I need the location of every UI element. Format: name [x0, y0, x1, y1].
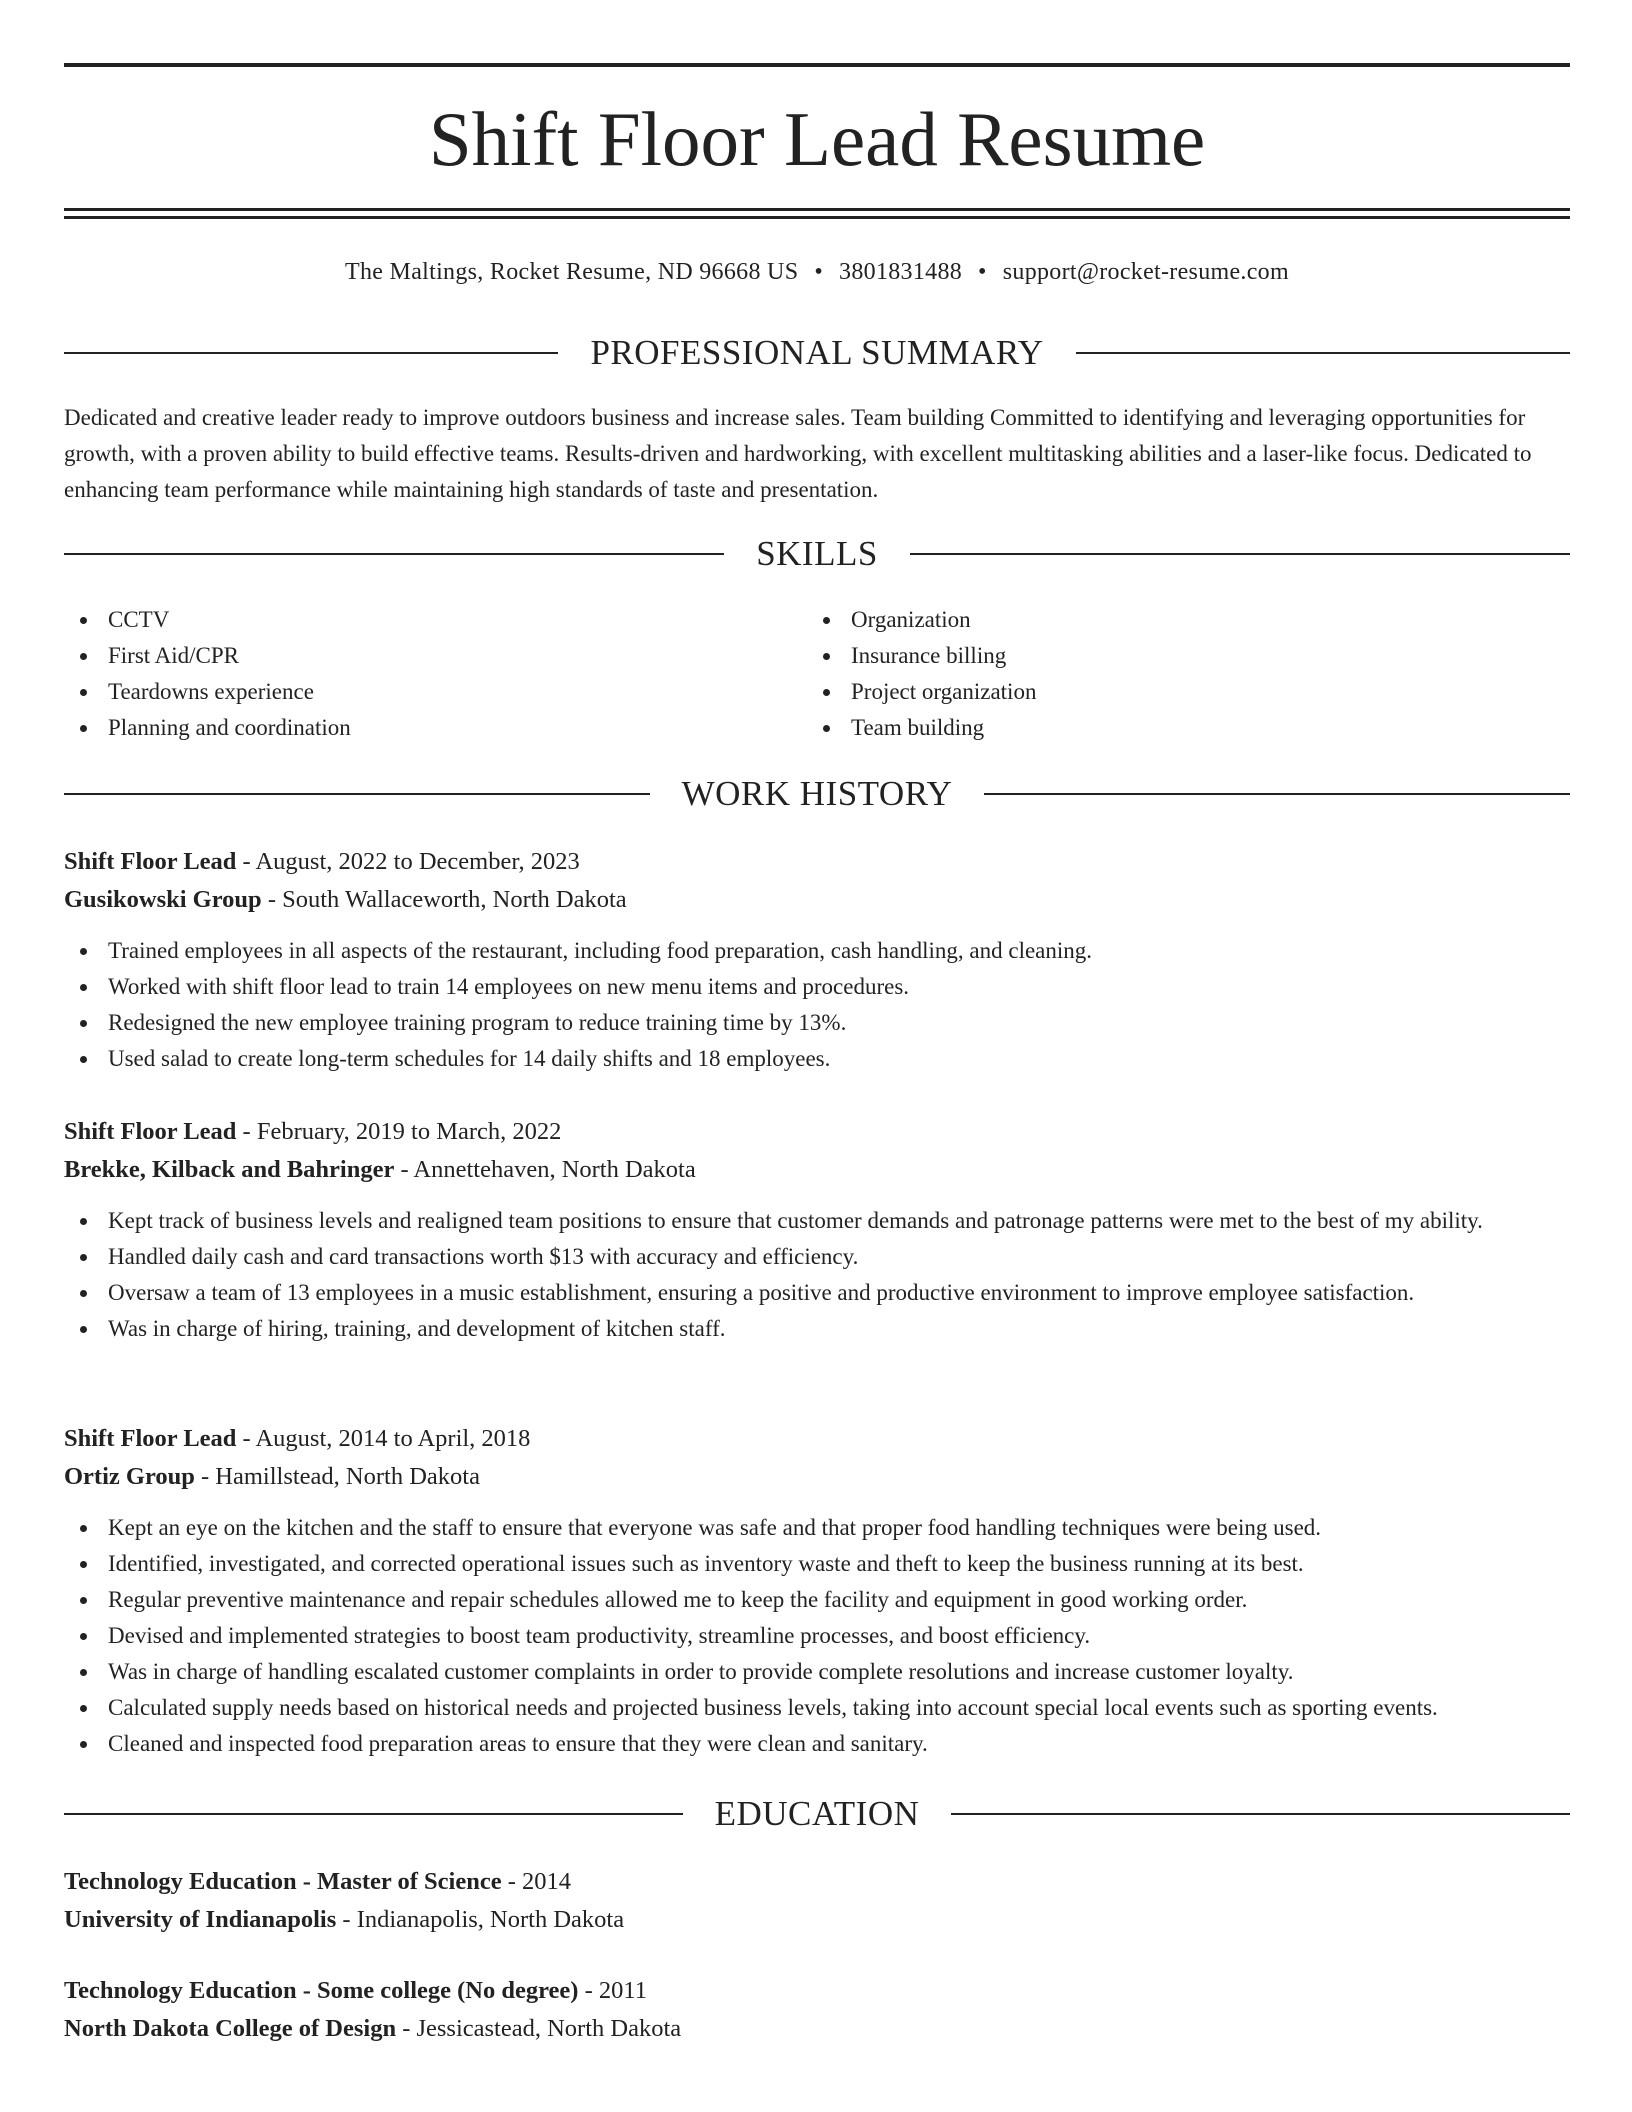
education-location: - Jessicastead, North Dakota [396, 2015, 682, 2042]
job-bullet: Identified, investigated, and corrected operational issues such as inventory waste and theft to keep the business running at its best. [64, 1546, 1570, 1582]
job-bullet: Calculated supply needs based on historical needs and projected business levels, taking into account special local events such as sporting events. [64, 1690, 1570, 1726]
job-company: Gusikowski Group [64, 886, 262, 913]
education-entry [64, 1972, 1570, 2048]
job-bullet: Cleaned and inspected food preparation areas to ensure that they were clean and sanitary. [64, 1726, 1570, 1762]
job-bullet: Was in charge of handling escalated customer complaints in order to provide complete resolutions and increase customer loyalty. [64, 1654, 1570, 1690]
education-degree-line [64, 1972, 1570, 2010]
contact-address: The Maltings, Rocket Resume, ND 96668 US [345, 259, 799, 285]
work-heading [64, 772, 1570, 816]
education-school: University of Indianapolis [64, 1906, 337, 1933]
work-heading-label: WORK HISTORY [681, 774, 953, 813]
education-degree: Technology Education - Master of Science [64, 1868, 502, 1895]
job-title: Shift Floor Lead [64, 848, 237, 875]
job-bullets [64, 1510, 1570, 1762]
job-bullet: Oversaw a team of 13 employees in a music establishment, ensuring a positive and productive environment to improve employee satisfaction. [64, 1275, 1570, 1311]
resume-title: Shift Floor Lead Resume [428, 96, 1206, 182]
top-rule [64, 63, 1570, 67]
heading-rule [1076, 352, 1570, 354]
skills-column-2 [807, 602, 1036, 746]
job-bullet: Regular preventive maintenance and repair schedules allowed me to keep the facility and equipment in good working order. [64, 1582, 1570, 1618]
education-school: North Dakota College of Design [64, 2015, 397, 2042]
heading-rule [64, 352, 558, 354]
skill-item: Organization [807, 602, 1036, 638]
heading-rule [984, 793, 1570, 795]
contact-separator: • [814, 259, 824, 285]
job-bullet: Redesigned the new employee training program to reduce training time by 13%. [64, 1005, 1570, 1041]
summary-text: Dedicated and creative leader ready to improve outdoors business and increase sales. Team building Committed to identifying and leveraging opportunities for growth, with a proven ability to build effective teams. Results-driven and hardworking, with excellent multitasking abilities and a laser-like focus. Dedicated to enhancing team performance while maintaining high standards of taste and presentation. [64, 405, 1532, 502]
contact-line [64, 254, 1570, 290]
job-bullets [64, 1203, 1570, 1347]
job-company: Brekke, Kilback and Bahringer [64, 1156, 395, 1183]
skill-item: Project organization [807, 674, 1036, 710]
job-location: - Hamillstead, North Dakota [194, 1463, 480, 1490]
skill-item: Insurance billing [807, 638, 1036, 674]
job-entry [64, 1420, 1570, 1762]
education-year: - 2014 [501, 1868, 572, 1895]
job-title-line [64, 1113, 1570, 1151]
job-company-line [64, 1151, 1570, 1189]
education-heading [64, 1792, 1570, 1836]
contact-separator: • [978, 259, 987, 285]
education-entry [64, 1863, 1570, 1939]
heading-rule [951, 1813, 1570, 1815]
skill-item: Teardowns experience [64, 674, 351, 710]
job-bullets [64, 933, 1570, 1077]
job-location: - Annettehaven, North Dakota [394, 1156, 696, 1183]
title-rule-lower [64, 216, 1570, 219]
education-location: - Indianapolis, North Dakota [336, 1906, 625, 1933]
heading-rule [910, 553, 1570, 555]
job-title-line [64, 1420, 1570, 1458]
education-school-line [64, 2010, 1570, 2048]
job-entry [64, 1113, 1570, 1347]
education-degree-line [64, 1863, 1570, 1901]
title-rule-upper [64, 208, 1570, 211]
job-dates: - February, 2019 to March, 2022 [236, 1118, 562, 1145]
heading-rule [64, 793, 650, 795]
job-title: Shift Floor Lead [64, 1425, 237, 1452]
job-bullet: Trained employees in all aspects of the restaurant, including food preparation, cash handling, and cleaning. [64, 933, 1570, 969]
job-entry [64, 843, 1570, 1077]
skills-heading [64, 532, 1570, 576]
job-bullet: Kept track of business levels and realigned team positions to ensure that customer demands and patronage patterns were met to the best of my ability. [64, 1203, 1570, 1239]
job-company-line [64, 1458, 1570, 1496]
job-bullet: Used salad to create long-term schedules for 14 daily shifts and 18 employees. [64, 1041, 1570, 1077]
job-bullet: Handled daily cash and card transactions worth $13 with accuracy and efficiency. [64, 1239, 1570, 1275]
job-company-line [64, 881, 1570, 919]
job-bullet: Kept an eye on the kitchen and the staff to ensure that everyone was safe and that proper food handling techniques were being used. [64, 1510, 1570, 1546]
job-dates: - August, 2014 to April, 2018 [236, 1425, 531, 1452]
job-dates: - August, 2022 to December, 2023 [236, 848, 580, 875]
education-heading-label: EDUCATION [714, 1794, 920, 1833]
heading-rule [64, 1813, 683, 1815]
skill-item: Team building [807, 710, 1036, 746]
job-bullet: Worked with shift floor lead to train 14 employees on new menu items and procedures. [64, 969, 1570, 1005]
education-degree: Technology Education - Some college (No degree) [64, 1977, 579, 2004]
job-bullet: Devised and implemented strategies to boost team productivity, streamline processes, and boost efficiency. [64, 1618, 1570, 1654]
education-year: - 2011 [578, 1977, 647, 2004]
contact-email: support@rocket-resume.com [1002, 259, 1289, 285]
contact-phone: 3801831488 [839, 259, 963, 285]
job-title: Shift Floor Lead [64, 1118, 237, 1145]
skill-item: Planning and coordination [64, 710, 351, 746]
job-location: - South Wallaceworth, North Dakota [261, 886, 627, 913]
summary-heading [64, 331, 1570, 375]
skill-item: CCTV [64, 602, 351, 638]
job-company: Ortiz Group [64, 1463, 195, 1490]
skills-column-1 [64, 602, 351, 746]
job-bullet: Was in charge of hiring, training, and development of kitchen staff. [64, 1311, 1570, 1347]
summary-heading-label: PROFESSIONAL SUMMARY [590, 333, 1044, 372]
job-title-line [64, 843, 1570, 881]
education-school-line [64, 1901, 1570, 1939]
heading-rule [64, 553, 724, 555]
skill-item: First Aid/CPR [64, 638, 351, 674]
skills-heading-label: SKILLS [756, 534, 878, 573]
